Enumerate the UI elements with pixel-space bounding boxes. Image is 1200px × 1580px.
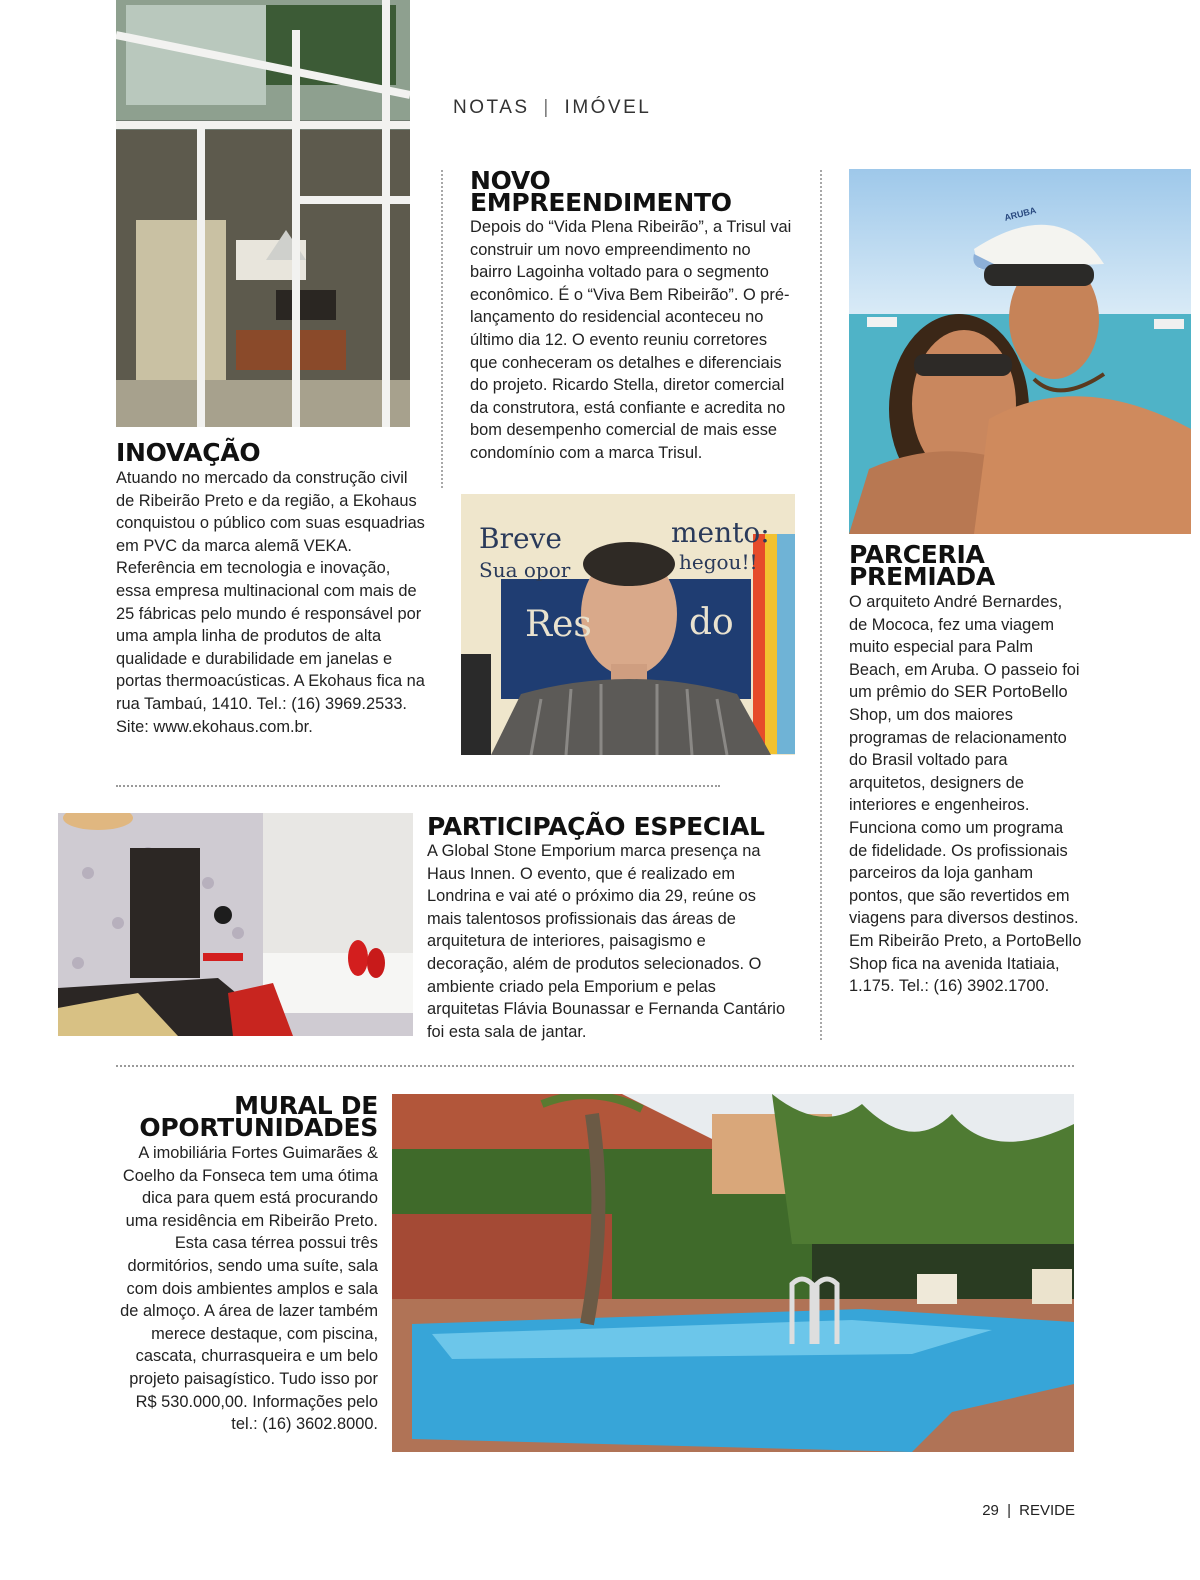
section-label-notas: NOTAS: [453, 97, 530, 118]
mural-body: A imobiliária Fortes Guimarães & Coelho da Fonseca tem uma ótima dica para quem está procurando uma residência em Ribeirão Preto. Esta casa térrea possui três dormitórios, sendo uma suíte, sala com dois ambientes amplos e sala de almoço. A área de lazer também merece destaque, com piscina, cascata, churrasqueira e um belo projeto paisagístico. Tudo isso por R$ 530.000,00. Informações pelo tel.: (16) 3602.8000.: [120, 1144, 378, 1434]
column-divider-right: [820, 170, 822, 1040]
mural-title-line1: MURAL DE: [234, 1091, 378, 1120]
banner-text-1b: mento:: [671, 516, 770, 549]
banner-text-1: Breve: [479, 522, 562, 555]
novo-photo: [461, 494, 795, 755]
inovacao-photo: [116, 0, 410, 427]
divider-mid: [116, 785, 720, 787]
mural-title: [116, 1091, 378, 1142]
parceria-title-line1: PARCERIA: [849, 540, 985, 569]
section-header: [453, 97, 651, 119]
inovacao-body: Atuando no mercado da construção civil de Ribeirão Preto e da região, a Ekohaus conquistou o público com suas esquadrias em PVC da marca alemã VEKA. Referência em tecnologia e inovação, essa empresa multinacional com mais de 25 fábricas pelo mundo é responsável por uma ampla linha de produtos de alta qualidade e durabilidade em janelas e portas thermoacústicas. A Ekohaus fica na rua Tambaú, 1410. Tel.: (16) 3969.2533. Site: www.ekohaus.com.br.: [116, 469, 425, 736]
divider-lower: [116, 1065, 1074, 1067]
parceria-photo: [849, 169, 1191, 534]
novo-body: Depois do “Vida Plena Ribeirão”, a Trisul vai construir um novo empreendimento no bairro Lagoinha voltado para o segmento econômico. É o “Viva Bem Ribeirão”. O pré-lançamento do residencial aconteceu no último dia 12. O evento reuniu corretores que conheceram os detalhes e diferenciais do projeto. Ricardo Stella, diretor comercial da construtora, está confiante e acredita no bom desempenho comercial de mais esse condomínio com a marca Trisul.: [470, 218, 792, 462]
inovacao-title: INOVAÇÃO: [116, 438, 261, 467]
novo-title-line2: EMPREENDIMENTO: [470, 188, 732, 217]
participacao-body: A Global Stone Emporium marca presença na Haus Innen. O evento, que é realizado em Londrina e vai até o próximo dia 29, reúne os mais talentosos profissionais das áreas de arquitetura de interiores, paisagismo e decoração, além de produtos selecionados. O ambiente criado pela Emporium e pelas arquitetas Flávia Bounassar e Fernanda Cantário foi esta sala de jantar.: [427, 842, 786, 1041]
novo-title: [470, 166, 732, 217]
banner-text-3b: do: [689, 602, 734, 643]
mural-title-line2: OPORTUNIDADES: [139, 1113, 378, 1142]
cap-text: ARUBA: [1003, 205, 1038, 223]
section-label-imovel: IMÓVEL: [564, 97, 652, 118]
magazine-name: REVIDE: [1019, 1502, 1075, 1519]
participacao-title: PARTICIPAÇÃO ESPECIAL: [427, 812, 765, 841]
parceria-title: [849, 540, 995, 591]
page-footer: [982, 1502, 1075, 1519]
footer-separator: |: [1007, 1502, 1011, 1519]
banner-text-2b: hegou!!: [679, 550, 758, 574]
column-divider-left: [441, 170, 443, 488]
mural-photo: [392, 1094, 1074, 1452]
novo-title-line1: NOVO: [470, 166, 551, 195]
parceria-title-line2: PREMIADA: [849, 562, 995, 591]
banner-text-2: Sua opor: [479, 558, 571, 582]
parceria-body: O arquiteto André Bernardes, de Mococa, fez uma viagem muito especial para Palm Beach, em Aruba. O passeio foi um prêmio do SER PortoBello Shop, um dos maiores programas de relacionamento do Brasil voltado para arquitetos, designers de interiores e engenheiros. Funciona como um programa de fidelidade. Os profissionais parceiros da loja ganham pontos, que são revertidos em viagens para diversos destinos. Em Ribeirão Preto, a PortoBello Shop fica na avenida Itatiaia, 1.175. Tel.: (16) 3902.1700.: [849, 593, 1082, 996]
participacao-photo: [58, 813, 413, 1036]
page-number: 29: [982, 1502, 999, 1519]
banner-text-3: Res: [525, 604, 592, 645]
section-separator: |: [543, 97, 551, 118]
